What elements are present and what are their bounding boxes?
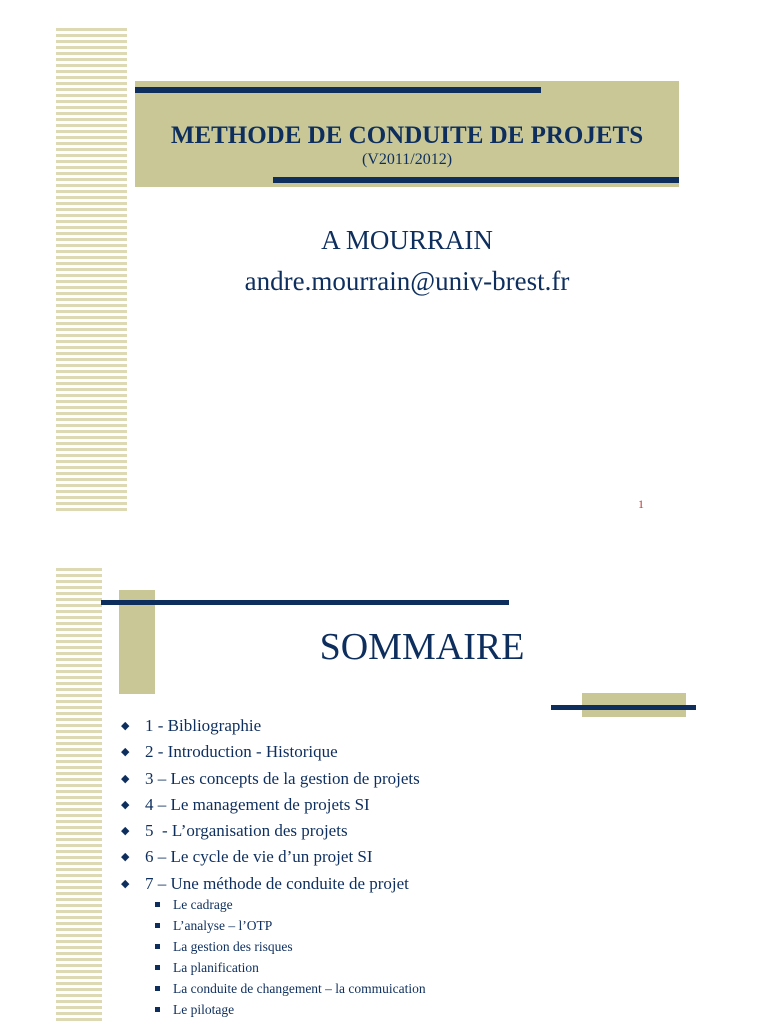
decorative-block bbox=[119, 590, 155, 694]
sub-list-item bbox=[153, 894, 653, 915]
list-item-label: 2 - Introduction - Historique bbox=[145, 742, 338, 762]
diamond-bullet-icon: ◆ bbox=[121, 746, 130, 759]
square-bullet-icon bbox=[155, 923, 160, 928]
sommaire-rule-top bbox=[101, 600, 509, 605]
list-item-label: 3 – Les concepts de la gestion de projets bbox=[145, 768, 420, 788]
square-bullet-icon bbox=[155, 902, 160, 907]
list-item-label: 6 – Le cycle de vie d’un projet SI bbox=[145, 847, 373, 867]
sub-list bbox=[153, 894, 653, 1021]
title-rule-bottom bbox=[273, 177, 679, 183]
decorative-stripes bbox=[56, 28, 127, 512]
sub-list-item bbox=[153, 999, 653, 1020]
sub-list-item-label: La gestion des risques bbox=[173, 939, 293, 955]
square-bullet-icon bbox=[155, 944, 160, 949]
decorative-stripes bbox=[56, 568, 102, 1024]
sub-list-item-label: Le cadrage bbox=[173, 897, 233, 912]
sub-list-item bbox=[153, 957, 653, 978]
square-bullet-icon bbox=[155, 965, 160, 970]
diamond-bullet-icon: ◆ bbox=[121, 720, 130, 732]
version-label: (V2011/2012) bbox=[361, 151, 453, 168]
sub-list-item-label: La planification bbox=[173, 960, 259, 976]
diamond-bullet-icon: ◆ bbox=[121, 798, 130, 811]
square-bullet-icon bbox=[155, 986, 160, 991]
title-rule-top bbox=[135, 87, 541, 93]
diamond-bullet-icon: ◆ bbox=[121, 772, 130, 785]
slide-title: METHODE DE CONDUITE DE PROJETS bbox=[170, 122, 644, 149]
list-item-label: 4 – Le management de projets SI bbox=[145, 794, 370, 814]
sub-list-item-label: La conduite de changement – la commuication bbox=[173, 981, 426, 997]
sub-list-item-label: L’analyse – l’OTP bbox=[173, 918, 273, 934]
author-email: andre.mourrain@univ-brest.fr bbox=[244, 266, 570, 296]
sommaire-rule-bottom bbox=[551, 705, 696, 710]
square-bullet-icon bbox=[155, 1007, 160, 1012]
page-number: 1 bbox=[638, 497, 644, 511]
list-item-label: 1 - Bibliographie bbox=[145, 716, 262, 735]
list-item bbox=[120, 766, 720, 792]
list-item bbox=[120, 844, 720, 870]
list-item bbox=[120, 792, 720, 818]
diamond-bullet-icon: ◆ bbox=[121, 825, 130, 838]
diamond-bullet-icon: ◆ bbox=[121, 877, 130, 890]
list-item bbox=[120, 818, 720, 844]
author-name: A MOURRAIN bbox=[321, 225, 493, 255]
table-of-contents bbox=[120, 713, 720, 897]
sub-list-item-label: Le pilotage bbox=[173, 1002, 235, 1018]
diamond-bullet-icon: ◆ bbox=[121, 851, 130, 864]
sub-list-item bbox=[153, 978, 653, 999]
list-item bbox=[120, 713, 720, 739]
sommaire-title: SOMMAIRE bbox=[319, 626, 525, 668]
sub-list-item bbox=[153, 936, 653, 957]
list-item-label: 7 – Une méthode de conduite de projet bbox=[145, 873, 409, 893]
sub-list-item bbox=[153, 915, 653, 936]
list-item-label: 5 - L’organisation des projets bbox=[145, 821, 348, 841]
list-item bbox=[120, 739, 720, 765]
